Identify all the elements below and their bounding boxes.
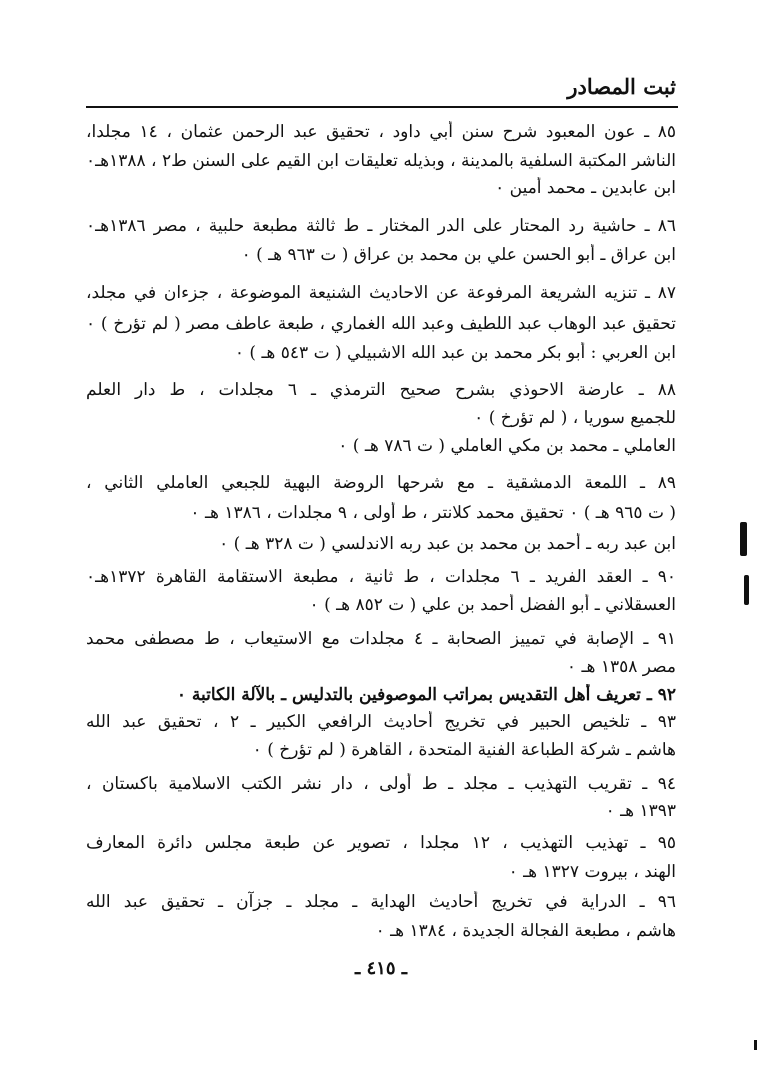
page-title: ثبت المصادر xyxy=(567,74,676,99)
entry-85-line-1: ٨٥ ـ عون المعبود شرح سنن أبي داود ، تحقيق عبد الرحمن عثمان ، ١٤ مجلدا، xyxy=(86,122,676,142)
author-al-asqalani: العسقلاني ـ أبو الفضل أحمد بن علي ( ت ٨٥٢ هـ ) ٠ xyxy=(309,595,676,615)
entry-89-line-1: ٨٩ ـ اللمعة الدمشقية ـ مع شرحها الروضة البهية للجبعي العاملي الثاني ، xyxy=(86,473,676,493)
entry-87-line-1: ٨٧ ـ تنزيه الشريعة المرفوعة عن الاحاديث الشنيعة الموضوعة ، جزءان في مجلد، xyxy=(86,283,676,303)
entry-95-line-2: الهند ، بيروت ١٣٢٧ هـ ٠ xyxy=(508,862,676,882)
entry-87-line-2: تحقيق عبد الوهاب عبد اللطيف وعبد الله الغماري ، طبعة عاطف مصر ( لم تؤرخ ) ٠ xyxy=(86,314,676,334)
entry-96-line-2: هاشم ، مطبعة الفجالة الجديدة ، ١٣٨٤ هـ ٠ xyxy=(375,921,676,941)
entry-89-line-2: ( ت ٩٦٥ هـ ) ٠ تحقيق محمد كلانتر ، ط أولى ، ٩ مجلدات ، ١٣٨٦ هـ ٠ xyxy=(190,503,676,523)
author-ibn-al-arabi: ابن العربي : أبو بكر محمد بن عبد الله الاشبيلي ( ت ٥٤٣ هـ ) ٠ xyxy=(234,343,676,363)
entry-90-line-1: ٩٠ ـ العقد الفريد ـ ٦ مجلدات ، ط ثانية ، مطبعة الاستقامة القاهرة ١٣٧٢هـ٠ xyxy=(86,567,676,587)
scan-edge-mark xyxy=(754,1040,757,1050)
entry-91-line-2: مصر ١٣٥٨ هـ ٠ xyxy=(566,657,676,677)
entry-94-line-2: ١٣٩٣ هـ ٠ xyxy=(605,801,676,821)
author-ibn-abidin: ابن عابدين ـ محمد أمين ٠ xyxy=(495,178,676,198)
author-al-amili: العاملي ـ محمد بن مكي العاملي ( ت ٧٨٦ هـ ) ٠ xyxy=(338,436,676,456)
scan-edge-mark xyxy=(744,575,749,605)
author-ibn-abd-rabbih: ابن عبد ربه ـ أحمد بن محمد بن عبد ربه الاندلسي ( ت ٣٢٨ هـ ) ٠ xyxy=(219,534,676,554)
entry-88-line-1: ٨٨ ـ عارضة الاحوذي بشرح صحيح الترمذي ـ ٦ مجلدات ، ط دار العلم xyxy=(86,380,676,400)
scan-edge-mark xyxy=(740,522,747,556)
entry-94-line-1: ٩٤ ـ تقريب التهذيب ـ مجلد ـ ط أولى ، دار نشر الكتب الاسلامية باكستان ، xyxy=(86,774,676,794)
entry-85-line-2: الناشر المكتبة السلفية بالمدينة ، وبذيله تعليقات ابن القيم على السنن ط٢ ، ١٣٨٨هـ٠ xyxy=(86,151,676,171)
entry-88-line-2: للجميع سوريا ، ( لم تؤرخ ) ٠ xyxy=(474,408,676,428)
entry-93-line-1: ٩٣ ـ تلخيص الحبير في تخريج أحاديث الرافعي الكبير ـ ٢ ، تحقيق عبد الله xyxy=(86,712,676,732)
author-ibn-iraq: ابن عراق ـ أبو الحسن علي بن محمد بن عراق ( ت ٩٦٣ هـ ) ٠ xyxy=(241,245,676,265)
header-divider xyxy=(86,106,678,108)
page-number: ـ ٤١٥ ـ xyxy=(354,958,408,979)
entry-93-line-2: هاشم ـ شركة الطباعة الفنية المتحدة ، القاهرة ( لم تؤرخ ) ٠ xyxy=(252,740,676,760)
entry-86-line-1: ٨٦ ـ حاشية رد المحتار على الدر المختار ـ ط ثالثة مطبعة حلبية ، مصر ١٣٨٦هـ٠ xyxy=(86,216,676,236)
entry-91-line-1: ٩١ ـ الإصابة في تمييز الصحابة ـ ٤ مجلدات مع الاستيعاب ، ط مصطفى محمد xyxy=(86,629,676,649)
entry-96-line-1: ٩٦ ـ الدراية في تخريج أحاديث الهداية ـ مجلد ـ جزآن ـ تحقيق عبد الله xyxy=(86,892,676,912)
entry-92-line-1: ٩٢ ـ تعريف أهل التقديس بمراتب الموصوفين بالتدليس ـ بالآلة الكاتبة ٠ xyxy=(176,685,676,705)
entry-95-line-1: ٩٥ ـ تهذيب التهذيب ، ١٢ مجلدا ، تصوير عن طبعة مجلس دائرة المعارف xyxy=(86,833,676,853)
